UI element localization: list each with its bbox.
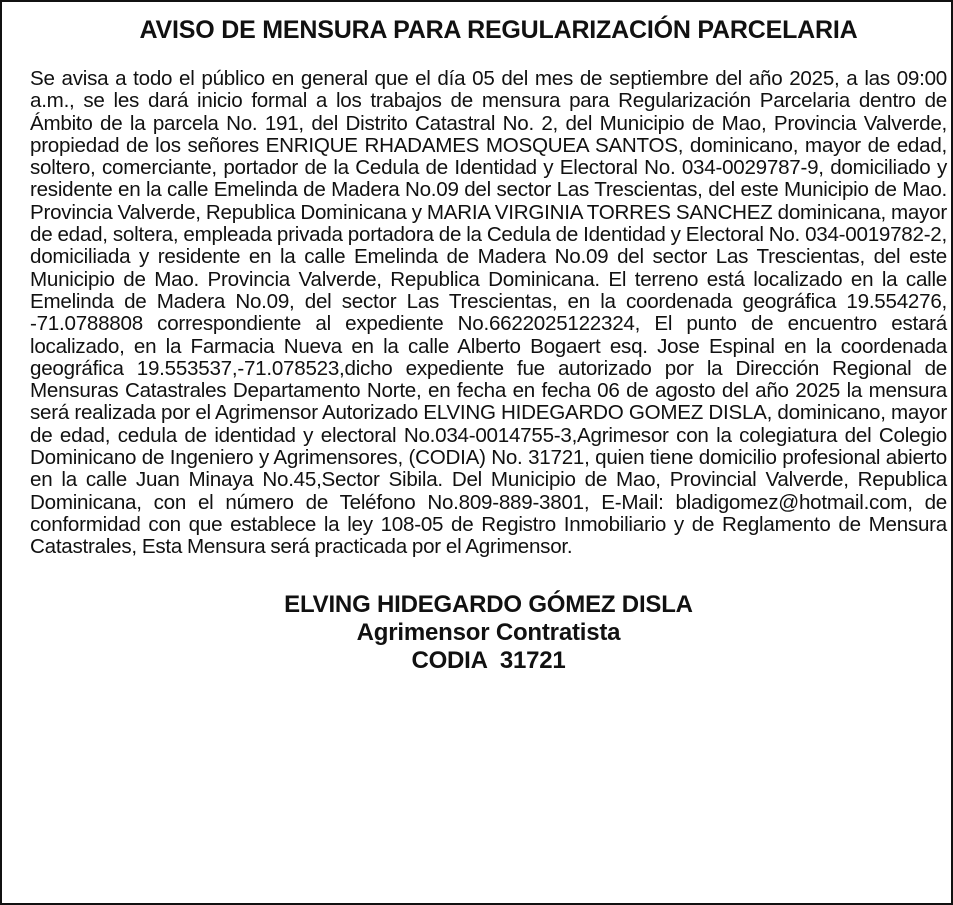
signature-block xyxy=(30,591,947,675)
signatory-role: Agrimensor Contratista xyxy=(356,618,621,646)
signatory-codia: CODIA 31721 xyxy=(411,646,566,674)
notice-title: AVISO DE MENSURA PARA REGULARIZACIÓN PARCELARIA xyxy=(139,16,858,44)
signatory-name: ELVING HIDEGARDO GÓMEZ DISLA xyxy=(284,590,693,618)
notice-body: Se avisa a todo el público en general que el día 05 del mes de septiembre del año 2025, a las 09:00 a.m., se les dará inicio formal a los trabajos de mensura para Regularización Parcelaria dentro de Ámbito de la parcela No. 191, del Distrito Catastral No. 2, del Municipio de Mao, Provincia Valverde, propiedad de los señores ENRIQUE RHADAMES MOSQUEA SANTOS, dominicano, mayor de edad, soltero, comerciante, portador de la Cedula de Identidad y Electoral No. 034-0029787-9, domiciliado y residente en la calle Emelinda de Madera No.09 del sector Las Trescientas, del este Municipio de Mao. Provincia Valverde, Republica Dominicana y MARIA VIRGINIA TORRES SANCHEZ dominicana, mayor de edad, soltera, empleada privada portadora de la Cedula de Identidad y Electoral No. 034-0019782-2, domiciliada y residente en la calle Emelinda de Madera No.09 del sector Las Trescientas, del este Municipio de Mao. Provincia Valverde, Republica Dominicana. El terreno está localizado en la calle Emelinda de Madera No.09, del sector Las Trescientas, en la coordenada geográfica 19.554276, -71.0788808 correspondiente al expediente No.6622025122324, El punto de encuentro estará localizado, en la Farmacia Nueva en la calle Alberto Bogaert esq. Jose Espinal en la coordenada geográfica 19.553537,-71.078523,dicho expediente fue autorizado por la Dirección Regional de Mensuras Catastrales Departamento Norte, en fecha en fecha 06 de agosto del año 2025 la mensura será realizada por el Agrimensor Autorizado ELVING HIDEGARDO GOMEZ DISLA, dominicano, mayor de edad, cedula de identidad y electoral No.034-0014755-3,Agrimesor con la colegiatura del Colegio Dominicano de Ingeniero y Agrimensores, (CODIA) No. 31721, quien tiene domicilio profesional abierto en la calle Juan Minaya No.45,Sector Sibila. Del Municipio de Mao, Provincial Valverde, Republica Dominicana, con el número de Teléfono No.809-889-3801, E-Mail: bladigomez@hotmail.com, de conformidad con que establece la ley 108-05 de Registro Inmobiliario y de Reglamento de Mensura Catastrales, Esta Mensura será practicada por el Agrimensor. xyxy=(30,67,947,559)
